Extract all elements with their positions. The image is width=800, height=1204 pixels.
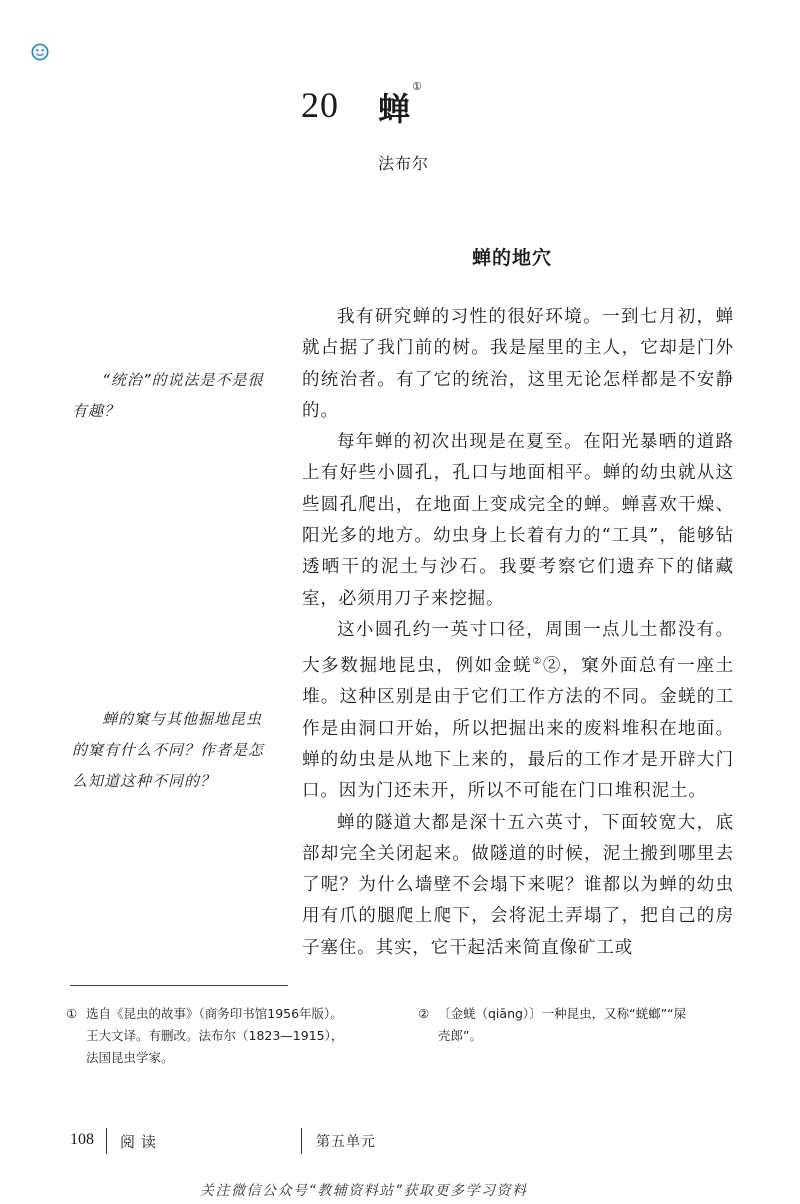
footnote-2	[418, 1003, 748, 1047]
footer-divider	[301, 1128, 302, 1154]
footer-divider	[106, 1128, 107, 1154]
paragraph: 每年蝉的初次出现是在夏至。在阳光暴晒的道路上有好些小圆孔，孔口与地面相平。蝉的幼虫就从这些圆孔爬出，在地面上变成完全的蝉。蝉喜欢干燥、阳光多的地方。幼虫身上长着有力的“工具”，能够钻透晒干的泥土与沙石。我要考察它们遗弃下的储藏室，必须用刀子来挖掘。	[302, 432, 734, 609]
footnote-1	[66, 1003, 396, 1069]
watermark-text: 关注微信公众号“教辅资料站”获取更多学习资料	[200, 1183, 528, 1199]
footnote-text: 〔金蜣（qiāng）〕一种昆虫，又称“蜣螂”“屎	[438, 1006, 687, 1021]
paragraph	[302, 615, 734, 808]
page-number: 108	[70, 1131, 94, 1148]
lesson-title: 蝉	[378, 90, 411, 128]
paragraph-text-cont: ②，窠外面总有一座土堆。这种区别是由于它们工作方法的不同。金蜣的工作是由洞口开始，所以把掘出来的废料堆积在地面。蝉的幼虫是从地下上来的，最后的工作才是开辟大门口。因为门还未开，所以不可能在门口堆积泥土。	[302, 656, 734, 802]
paragraph-text: 这小圆孔约一英寸口径，周围一点儿土都没有。大多数掘地昆虫，例如金蜣	[302, 619, 734, 677]
footnote-mark: ②	[532, 656, 543, 668]
footnote-text: 王大文译。有删改。法布尔（1823—1915），	[86, 1028, 344, 1043]
footnote-number: ②	[418, 1006, 430, 1021]
margin-note-text: “统治”的说法是不是很有趣？	[72, 371, 264, 420]
footnote-number: ①	[66, 1006, 78, 1021]
title-footnote-mark: ①	[412, 80, 422, 93]
section-title: 蝉的地穴	[472, 247, 553, 269]
footnote-text: 壳郎”。	[438, 1028, 482, 1043]
lesson-number: 20	[301, 85, 339, 125]
footnote-text: 法国昆虫学家。	[86, 1050, 174, 1065]
paragraph: 蝉的隧道大都是深十五六英寸，下面较宽大，底部却完全关闭起来。做隧道的时候，泥土搬到哪里去了呢？为什么墙壁不会塌下来呢？谁都以为蝉的幼虫用有爪的腿爬上爬下，会将泥土弄塌了，把自己的房子塞住。其实，它干起活来简直像矿工或	[302, 812, 734, 958]
footnote-text: 选自《昆虫的故事》（商务印书馆1956年版）。	[86, 1006, 343, 1021]
author-name: 法布尔	[378, 154, 430, 173]
main-text	[302, 302, 734, 964]
footer-unit: 第五单元	[316, 1134, 376, 1150]
paragraph: 我有研究蝉的习性的很好环境。一到七月初，蝉就占据了我门前的树。我是屋里的主人，它却是门外的统治者。有了它的统治，这里无论怎样都是不安静的。	[302, 307, 734, 421]
margin-note	[72, 365, 272, 427]
footnote-divider	[70, 985, 288, 986]
margin-note	[72, 704, 272, 797]
margin-note-text: 蝉的窠与其他掘地昆虫的窠有什么不同？作者是怎么知道这种不同的？	[72, 710, 265, 790]
smiley-face-icon	[31, 43, 49, 61]
footer-section: 阅读	[120, 1133, 163, 1151]
